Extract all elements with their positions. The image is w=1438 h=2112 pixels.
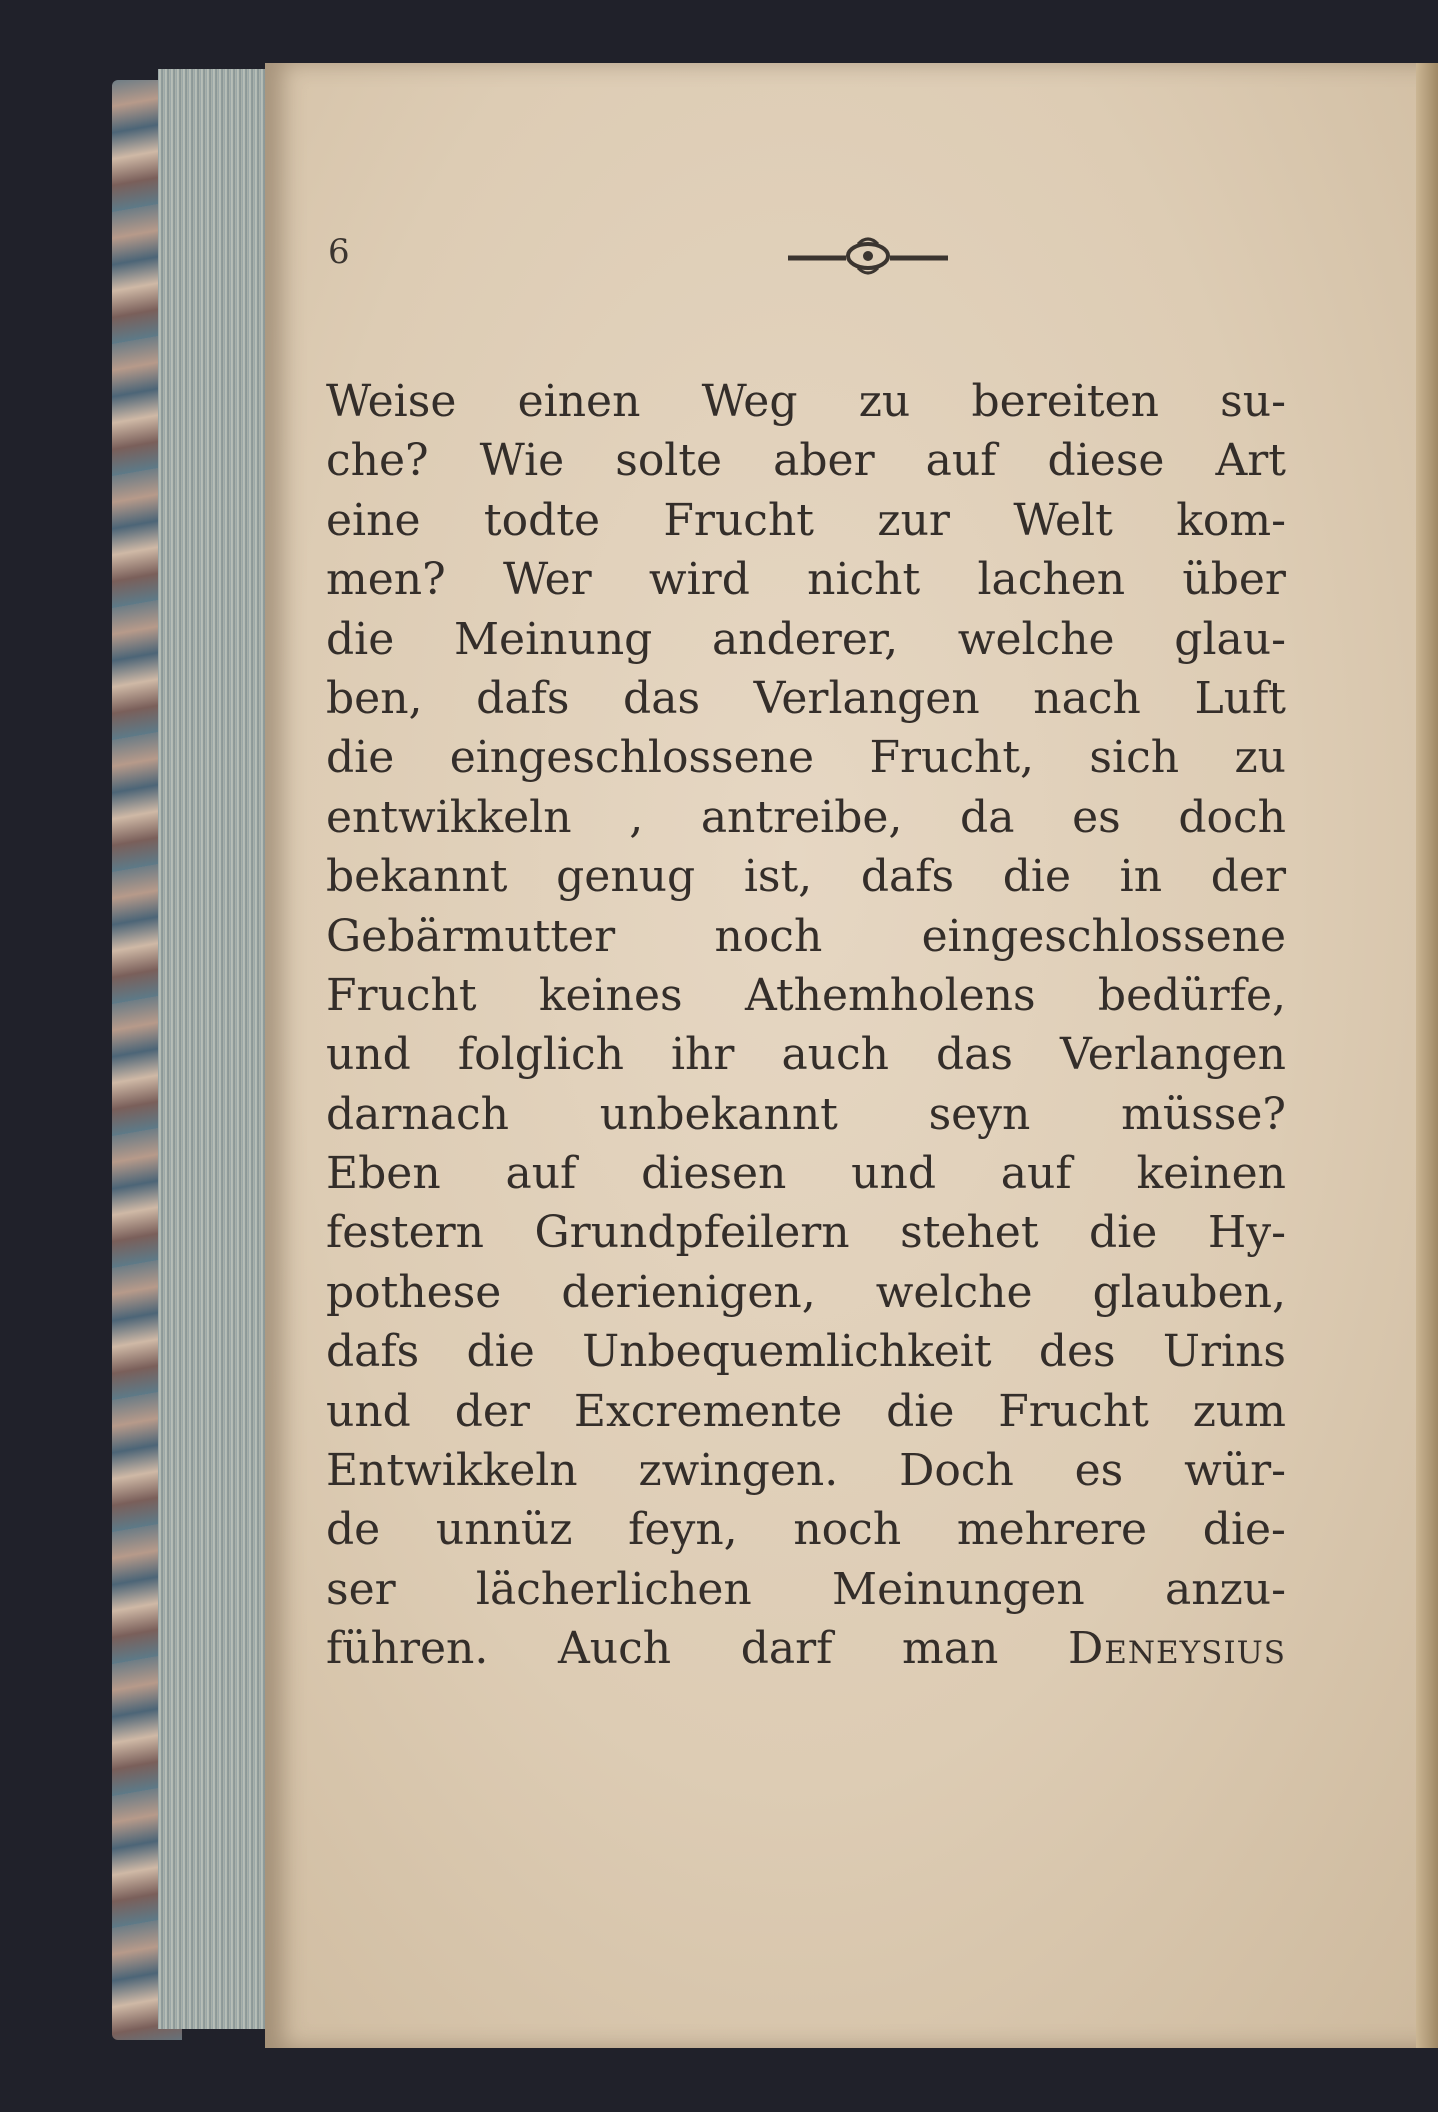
text-line: [326, 1500, 1286, 1559]
word: die-: [1202, 1504, 1286, 1556]
text-line: [326, 1025, 1286, 1084]
word: bedürfe,: [1097, 969, 1286, 1021]
word: Wer: [502, 554, 592, 606]
word: Entwikkeln: [326, 1445, 578, 1497]
word: pothese: [326, 1266, 502, 1318]
text-line: [326, 907, 1286, 966]
word: lachen: [977, 554, 1126, 606]
text-line: [326, 550, 1286, 609]
word: Welt: [1013, 494, 1113, 546]
page-header: [328, 232, 1278, 292]
word: Verlangen: [1059, 1029, 1286, 1081]
word: ben,: [326, 672, 423, 724]
printer-ornament-icon: [788, 236, 948, 276]
word: eingeschlossene: [921, 910, 1286, 962]
word: diese: [1047, 435, 1165, 487]
word: keinen: [1136, 1148, 1286, 1200]
word: glauben,: [1092, 1266, 1286, 1318]
word: feyn,: [628, 1504, 738, 1556]
word: in: [1119, 851, 1163, 903]
text-line: [326, 847, 1286, 906]
word: ist,: [743, 851, 813, 903]
word: keines: [538, 969, 683, 1021]
word: müsse?: [1121, 1088, 1286, 1140]
page-number: 6: [328, 232, 350, 272]
word: man: [902, 1623, 999, 1675]
text-line: [326, 1560, 1286, 1619]
word: Meinungen: [832, 1563, 1085, 1615]
word: und: [326, 1385, 411, 1437]
word: das: [936, 1029, 1013, 1081]
word: noch: [793, 1504, 902, 1556]
word: Meinung: [453, 613, 653, 665]
word: aber: [773, 435, 875, 487]
word: solte: [615, 435, 723, 487]
word: bereiten: [971, 376, 1159, 427]
text-line: [326, 1085, 1286, 1144]
text-line: [326, 491, 1286, 550]
text-line: [326, 788, 1286, 847]
word: Deneysius: [1067, 1623, 1286, 1675]
word: unnüz: [435, 1504, 573, 1556]
word: genug: [556, 851, 696, 903]
word: eingeschlossene: [449, 732, 815, 784]
word: nach: [1033, 672, 1141, 724]
word: Grundpfeilern: [534, 1207, 850, 1259]
word: Weg: [701, 376, 798, 427]
word: darnach: [326, 1088, 509, 1140]
word: ihr: [670, 1029, 735, 1081]
word: Art: [1215, 435, 1286, 487]
word: welche: [875, 1266, 1033, 1318]
word: doch: [1178, 791, 1286, 843]
facing-page-edge: [1416, 63, 1438, 2048]
word: Urins: [1162, 1326, 1286, 1378]
word: stehet: [900, 1207, 1039, 1259]
word: auch: [781, 1029, 889, 1081]
word: die: [886, 1385, 955, 1437]
word: todte: [483, 494, 600, 546]
text-line: [326, 669, 1286, 728]
word: Unbequemlichkeit: [582, 1326, 992, 1378]
text-line: [326, 372, 1286, 431]
text-line: [326, 1263, 1286, 1322]
word: die: [1089, 1207, 1158, 1259]
word: Luft: [1194, 672, 1286, 724]
word: Wie: [479, 435, 565, 487]
word: über: [1182, 554, 1286, 606]
word: führen.: [326, 1623, 489, 1675]
word: de: [326, 1504, 381, 1556]
word: ser: [326, 1563, 396, 1615]
word: kom-: [1176, 494, 1286, 546]
word: eine: [326, 494, 421, 546]
word: auf: [925, 435, 997, 487]
word: antreibe,: [700, 791, 903, 843]
word: es: [1072, 791, 1121, 843]
word: folglich: [457, 1029, 624, 1081]
word: auf: [1000, 1148, 1072, 1200]
word: noch: [714, 910, 823, 962]
word: die: [466, 1326, 535, 1378]
text-line: [326, 966, 1286, 1025]
text-line: [326, 1441, 1286, 1500]
word: glau-: [1174, 613, 1286, 665]
word: bekannt: [326, 851, 508, 903]
word: zwingen.: [638, 1445, 839, 1497]
word: nicht: [807, 554, 921, 606]
word: festern: [326, 1207, 484, 1259]
word: zur: [877, 494, 950, 546]
word: die: [326, 732, 395, 784]
word: lächerlichen: [475, 1563, 752, 1615]
word: anzu-: [1165, 1563, 1286, 1615]
text-line: [326, 1203, 1286, 1262]
word: die: [1002, 851, 1072, 903]
text-line: [326, 1144, 1286, 1203]
word: der: [454, 1385, 530, 1437]
word: auf: [505, 1148, 577, 1200]
word: welche: [957, 613, 1115, 665]
word: Frucht: [326, 969, 477, 1021]
text-line: [326, 431, 1286, 490]
word: Gebärmutter: [326, 910, 616, 962]
word: unbekannt: [599, 1088, 838, 1140]
text-line: [326, 610, 1286, 669]
word: Frucht,: [869, 732, 1035, 784]
word: derienigen,: [561, 1266, 816, 1318]
word: und: [326, 1029, 411, 1081]
word: Weise: [326, 376, 457, 427]
word: dafs: [860, 851, 955, 903]
word: einen: [517, 376, 641, 427]
text-line: [326, 1382, 1286, 1441]
word: dafs: [326, 1326, 420, 1378]
word: wird: [648, 554, 750, 606]
word: mehrere: [956, 1504, 1148, 1556]
word: zum: [1192, 1385, 1286, 1437]
word: sich: [1089, 732, 1180, 784]
word: Frucht: [663, 494, 814, 546]
word: des: [1038, 1326, 1116, 1378]
word: es: [1074, 1445, 1124, 1497]
word: da: [960, 791, 1015, 843]
word: dafs: [476, 672, 570, 724]
word: wür-: [1184, 1445, 1286, 1497]
word: Auch: [557, 1623, 672, 1675]
word: Verlangen: [753, 672, 980, 724]
word: men?: [326, 554, 446, 606]
page-stack-edge: [158, 69, 276, 2029]
text-line: [326, 728, 1286, 787]
text-line: [326, 1322, 1286, 1381]
word: Doch: [899, 1445, 1014, 1497]
word: die: [326, 613, 395, 665]
word: anderer,: [712, 613, 899, 665]
word: diesen: [641, 1148, 787, 1200]
word: der: [1210, 851, 1286, 903]
word: che?: [326, 435, 429, 487]
word: zu: [858, 376, 911, 427]
word: entwikkeln: [326, 791, 572, 843]
word: Frucht: [998, 1385, 1149, 1437]
word: Athemholens: [744, 969, 1036, 1021]
body-text: [326, 372, 1286, 1679]
word: ,: [629, 791, 644, 843]
word: darf: [740, 1623, 833, 1675]
word: das: [623, 672, 701, 724]
word: Hy-: [1207, 1207, 1286, 1259]
text-line: [326, 1619, 1286, 1678]
word: su-: [1220, 376, 1286, 427]
word: und: [851, 1148, 936, 1200]
word: Excremente: [573, 1385, 843, 1437]
word: zu: [1234, 732, 1286, 784]
word: Eben: [326, 1148, 441, 1200]
word: seyn: [928, 1088, 1031, 1140]
